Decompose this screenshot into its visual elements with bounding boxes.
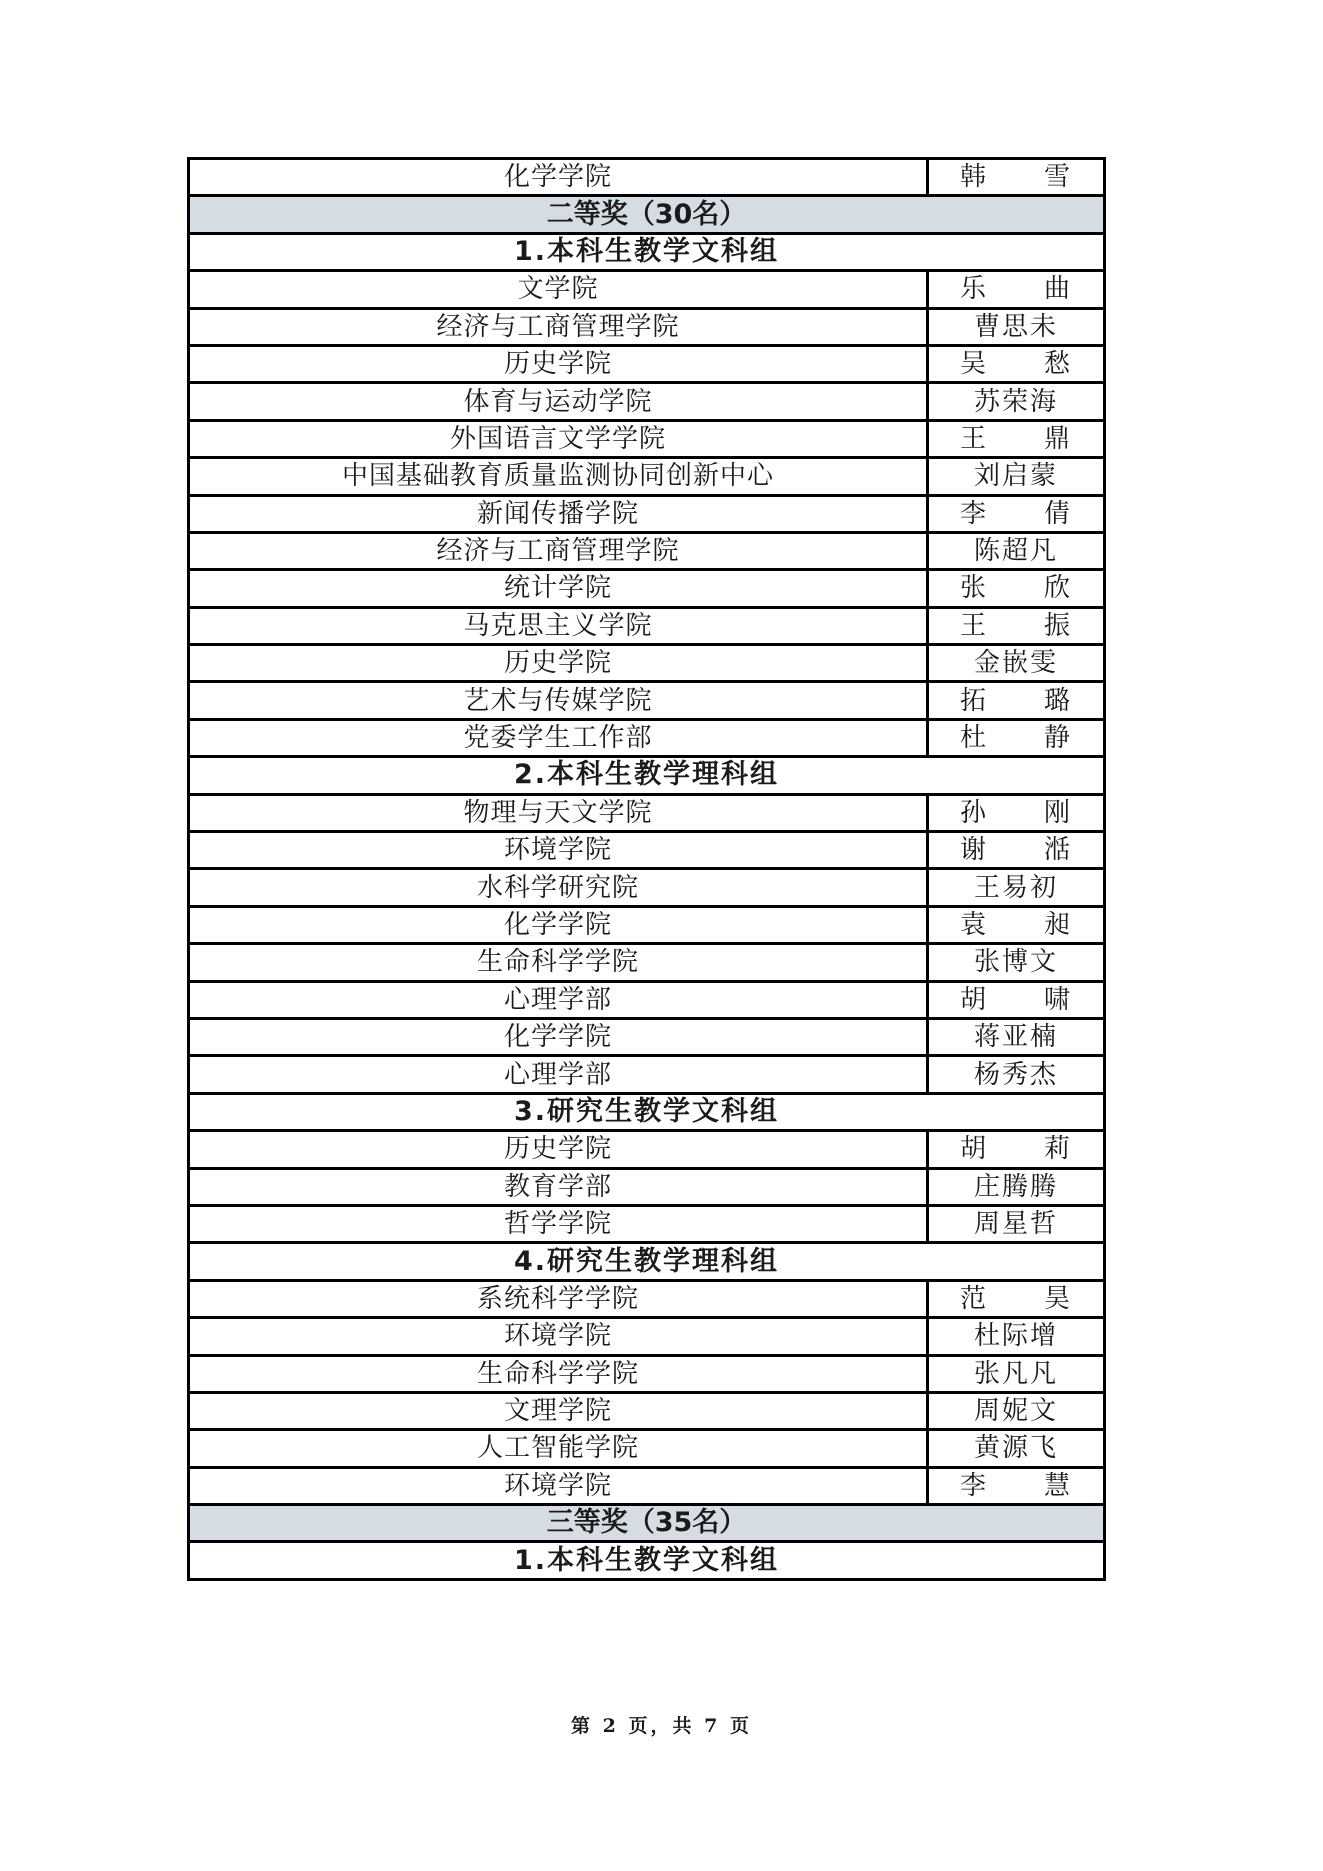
category-group-header (189, 1093, 1105, 1130)
table-row (189, 794, 1105, 831)
awardee-name-part: 李 (959, 498, 988, 529)
department-cell: 环境学院 (189, 1318, 928, 1355)
department-cell: 教育学部 (189, 1168, 928, 1205)
awardee-name-part: 王 (959, 610, 988, 641)
department-cell: 化学学院 (189, 906, 928, 943)
category-group-label: 4.研究生教学理科组 (189, 1243, 1105, 1280)
awardee-name-part: 愁 (1044, 349, 1073, 380)
category-group-header (189, 1542, 1105, 1579)
department-cell: 水科学研究院 (189, 869, 928, 906)
awardee-name-cell (928, 1018, 1105, 1055)
awardee-name-cell (928, 1168, 1105, 1205)
category-group-label: 1.本科生教学文科组 (189, 1542, 1105, 1579)
department-cell: 统计学院 (189, 570, 928, 607)
awardee-name-cell (928, 1131, 1105, 1168)
table-row (189, 1430, 1105, 1467)
awardee-name-part: 吴 (959, 349, 988, 380)
awardee-name-part: 孙 (959, 797, 988, 828)
awardee-name-cell (928, 308, 1105, 345)
awardee-name-part: 曲 (1044, 274, 1073, 305)
award-level-label: 三等奖（35名） (189, 1505, 1105, 1542)
awardee-name-part: 杨秀杰 (973, 1059, 1058, 1090)
awardee-name-cell (928, 1280, 1105, 1317)
table-row (189, 1168, 1105, 1205)
awardee-name-part: 胡 (959, 1134, 988, 1165)
awardee-name-cell (928, 1392, 1105, 1429)
awardee-name-part: 韩 (959, 162, 988, 193)
awardee-name-part: 周星哲 (973, 1209, 1058, 1240)
department-cell: 历史学院 (189, 1131, 928, 1168)
awardee-name-cell (928, 532, 1105, 569)
awardee-name-part: 金嵌雯 (973, 648, 1058, 679)
award-level-header (189, 196, 1105, 233)
department-cell: 化学学院 (189, 1018, 928, 1055)
category-group-label: 3.研究生教学文科组 (189, 1093, 1105, 1130)
department-cell: 历史学院 (189, 345, 928, 382)
table-row (189, 570, 1105, 607)
awardee-name-cell (928, 570, 1105, 607)
table-row (189, 1056, 1105, 1093)
department-cell: 经济与工商管理学院 (189, 532, 928, 569)
awardee-name-part: 陈超凡 (973, 536, 1058, 567)
table-row (189, 607, 1105, 644)
table-row (189, 1205, 1105, 1242)
awardee-name-cell (928, 159, 1105, 196)
table-row (189, 1467, 1105, 1504)
awardee-name-part: 昊 (1044, 1283, 1073, 1314)
table-row (189, 458, 1105, 495)
awards-table (187, 157, 1106, 1581)
category-group-header (189, 1243, 1105, 1280)
awardee-name-part: 啸 (1044, 984, 1073, 1015)
awardee-name-part: 杜际增 (973, 1321, 1058, 1352)
awardee-name-part: 振 (1044, 610, 1073, 641)
awardee-name-part: 刚 (1044, 797, 1073, 828)
awardee-name-part: 王 (959, 423, 988, 454)
awardee-name-cell (928, 345, 1105, 382)
category-group-header (189, 757, 1105, 794)
table-row (189, 308, 1105, 345)
awardee-name-part: 范 (959, 1283, 988, 1314)
awardee-name-cell (928, 645, 1105, 682)
awardee-name-part: 周妮文 (973, 1396, 1058, 1427)
department-cell: 人工智能学院 (189, 1430, 928, 1467)
awardee-name-part: 王易初 (973, 872, 1058, 903)
department-cell: 文学院 (189, 271, 928, 308)
awardee-name-cell (928, 981, 1105, 1018)
awardee-name-cell (928, 1467, 1105, 1504)
awardee-name-cell (928, 495, 1105, 532)
awardee-name-cell (928, 794, 1105, 831)
department-cell: 心理学部 (189, 981, 928, 1018)
awardee-name-part: 谢 (959, 835, 988, 866)
award-level-label: 二等奖（30名） (189, 196, 1105, 233)
awardee-name-cell (928, 1056, 1105, 1093)
award-level-header (189, 1505, 1105, 1542)
awardee-name-part: 倩 (1044, 498, 1073, 529)
awardee-name-part: 拓 (959, 685, 988, 716)
table-row (189, 906, 1105, 943)
table-row (189, 1392, 1105, 1429)
awardee-name-cell (928, 1430, 1105, 1467)
awardee-name-part: 胡 (959, 984, 988, 1015)
awardee-name-cell (928, 869, 1105, 906)
table-row (189, 981, 1105, 1018)
table-row (189, 532, 1105, 569)
table-row (189, 271, 1105, 308)
category-group-label: 1.本科生教学文科组 (189, 233, 1105, 270)
department-cell: 化学学院 (189, 159, 928, 196)
awardee-name-part: 蒋亚楠 (973, 1022, 1058, 1053)
awardee-name-part: 苏荣海 (973, 386, 1058, 417)
awardee-name-cell (928, 607, 1105, 644)
table-row (189, 719, 1105, 756)
department-cell: 系统科学学院 (189, 1280, 928, 1317)
awardee-name-part: 袁 (959, 910, 988, 940)
awardee-name-cell (928, 271, 1105, 308)
awardee-name-part: 璐 (1044, 685, 1073, 716)
table-row (189, 159, 1105, 196)
table-row (189, 832, 1105, 869)
awardee-name-cell (928, 1355, 1105, 1392)
awardee-name-part: 张博文 (973, 947, 1058, 978)
awardee-name-cell (928, 719, 1105, 756)
table-row (189, 682, 1105, 719)
awardee-name-part: 刘启蒙 (973, 461, 1058, 492)
awardee-name-part: 昶 (1044, 910, 1073, 940)
awards-table-body (189, 159, 1105, 1580)
awardee-name-cell (928, 1318, 1105, 1355)
table-row (189, 1318, 1105, 1355)
awardee-name-part: 张 (959, 573, 988, 604)
department-cell: 党委学生工作部 (189, 719, 928, 756)
awardee-name-cell (928, 832, 1105, 869)
table-row (189, 1018, 1105, 1055)
awardee-name-part: 莉 (1044, 1134, 1073, 1165)
awardee-name-part: 曹思未 (973, 311, 1058, 342)
table-row (189, 1280, 1105, 1317)
table-row (189, 645, 1105, 682)
department-cell: 外国语言文学学院 (189, 420, 928, 457)
table-row (189, 869, 1105, 906)
awardee-name-part: 鼎 (1044, 423, 1073, 454)
department-cell: 马克思主义学院 (189, 607, 928, 644)
awardee-name-part: 静 (1044, 723, 1073, 754)
awardee-name-part: 湉 (1044, 835, 1073, 866)
awardee-name-cell (928, 906, 1105, 943)
department-cell: 中国基础教育质量监测协同创新中心 (189, 458, 928, 495)
table-row (189, 1131, 1105, 1168)
table-row (189, 944, 1105, 981)
awardee-name-part: 黄源飞 (973, 1433, 1058, 1464)
awardee-name-part: 乐 (959, 274, 988, 305)
awardee-name-part: 雪 (1044, 162, 1073, 193)
awardee-name-cell (928, 1205, 1105, 1242)
awardee-name-cell (928, 420, 1105, 457)
awardee-name-cell (928, 383, 1105, 420)
awardee-name-cell (928, 458, 1105, 495)
department-cell: 生命科学学院 (189, 1355, 928, 1392)
awardee-name-part: 欣 (1044, 573, 1073, 604)
department-cell: 新闻传播学院 (189, 495, 928, 532)
department-cell: 生命科学学院 (189, 944, 928, 981)
table-row (189, 495, 1105, 532)
awardee-name-cell (928, 944, 1105, 981)
department-cell: 心理学部 (189, 1056, 928, 1093)
table-row (189, 420, 1105, 457)
department-cell: 文理学院 (189, 1392, 928, 1429)
department-cell: 体育与运动学院 (189, 383, 928, 420)
table-row (189, 345, 1105, 382)
category-group-header (189, 233, 1105, 270)
table-row (189, 1355, 1105, 1392)
department-cell: 哲学学院 (189, 1205, 928, 1242)
awardee-name-part: 张凡凡 (973, 1358, 1058, 1389)
department-cell: 艺术与传媒学院 (189, 682, 928, 719)
page-footer: 第 2 页，共 7 页 (571, 1715, 752, 1737)
department-cell: 经济与工商管理学院 (189, 308, 928, 345)
department-cell: 环境学院 (189, 832, 928, 869)
awardee-name-cell (928, 682, 1105, 719)
table-row (189, 383, 1105, 420)
awardee-name-part: 慧 (1044, 1470, 1073, 1501)
awardee-name-part: 杜 (959, 723, 988, 754)
department-cell: 物理与天文学院 (189, 794, 928, 831)
awardee-name-part: 李 (959, 1470, 988, 1501)
awardee-name-part: 庄腾腾 (973, 1171, 1058, 1202)
category-group-label: 2.本科生教学理科组 (189, 757, 1105, 794)
department-cell: 环境学院 (189, 1467, 928, 1504)
department-cell: 历史学院 (189, 645, 928, 682)
